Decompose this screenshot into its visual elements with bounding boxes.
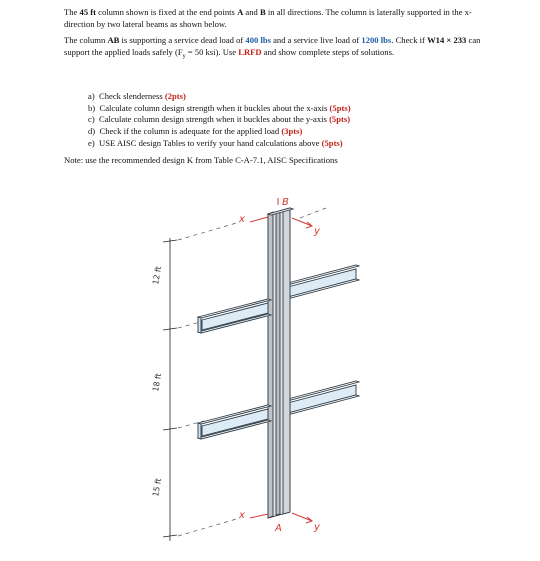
points-badge: (5pts): [329, 114, 351, 125]
subscript-y: y: [182, 53, 186, 60]
section-designation: W14 × 233: [427, 35, 467, 45]
dimension-label-lower: 15 ft: [151, 477, 164, 498]
dead-load-value: 400 lbs: [245, 35, 271, 45]
task-text: Calculate column design strength when it buckles about the x-axis: [99, 102, 330, 113]
axis-label-x-bottom: x: [239, 510, 245, 521]
task-text: Calculate column design strength when it buckles about the y-axis: [98, 114, 330, 125]
lateral-beam-upper-front: [198, 299, 271, 333]
dimension-line: [163, 238, 177, 541]
text-run: and show complete steps of solutions.: [261, 46, 395, 57]
list-marker: e): [88, 137, 95, 148]
text-run: The: [64, 7, 80, 17]
text-run: The column: [64, 35, 108, 45]
steel-column: [268, 208, 293, 518]
axis-label-y-top: y: [314, 226, 320, 237]
text-run: and: [243, 7, 260, 17]
list-marker: b): [88, 102, 96, 113]
list-marker: c): [88, 114, 95, 125]
end-point-b: B: [260, 7, 266, 17]
task-text: Check if the column is adequate for the applied load: [99, 126, 282, 137]
points-badge: (5pts): [329, 102, 351, 113]
live-load-value: 1200 lbs: [361, 35, 392, 45]
text-run: can support the applied loads safely (F: [64, 35, 481, 57]
points-badge: (3pts): [281, 126, 303, 137]
points-badge: (2pts): [164, 91, 186, 101]
column-name: AB: [107, 35, 120, 45]
lateral-beam-upper: [284, 265, 359, 299]
text-run: is supporting a service dead load of: [119, 35, 246, 45]
lateral-beam-middle-front: [198, 405, 271, 439]
note-text: Note: use the recommended design K from Table C-A-7.1, AISC Specifications: [64, 155, 338, 165]
text-run: = 50 ksi). Use: [185, 46, 239, 57]
point-label-a: A: [275, 523, 282, 534]
axis-label-x-top: x: [239, 214, 245, 225]
task-text: Check slenderness: [98, 91, 165, 101]
axis-label-y-bottom: y: [314, 522, 320, 533]
dimension-label-middle: 18 ft: [151, 372, 164, 393]
task-text: USE AISC design Tables to verify your hand calculations above: [98, 137, 322, 148]
points-badge: (5pts): [321, 137, 343, 148]
list-marker: d): [88, 126, 96, 137]
dimension-label-upper: 12 ft: [151, 265, 164, 286]
design-method: LRFD: [238, 46, 262, 57]
reference-dashes: [178, 208, 326, 536]
text-run: . Check if: [391, 35, 428, 45]
lateral-beam-middle: [284, 381, 359, 415]
point-label-b: B: [282, 197, 289, 208]
end-point-a: A: [237, 7, 244, 17]
text-run: in all directions. The column is laterally supported in the x-direction by two lateral beams as shown below.: [64, 7, 472, 29]
text-run: and a service live load of: [270, 35, 362, 45]
column-length: 45 ft: [79, 7, 96, 17]
list-marker: a): [88, 91, 95, 101]
text-run: column shown is fixed at the end points: [95, 7, 238, 17]
